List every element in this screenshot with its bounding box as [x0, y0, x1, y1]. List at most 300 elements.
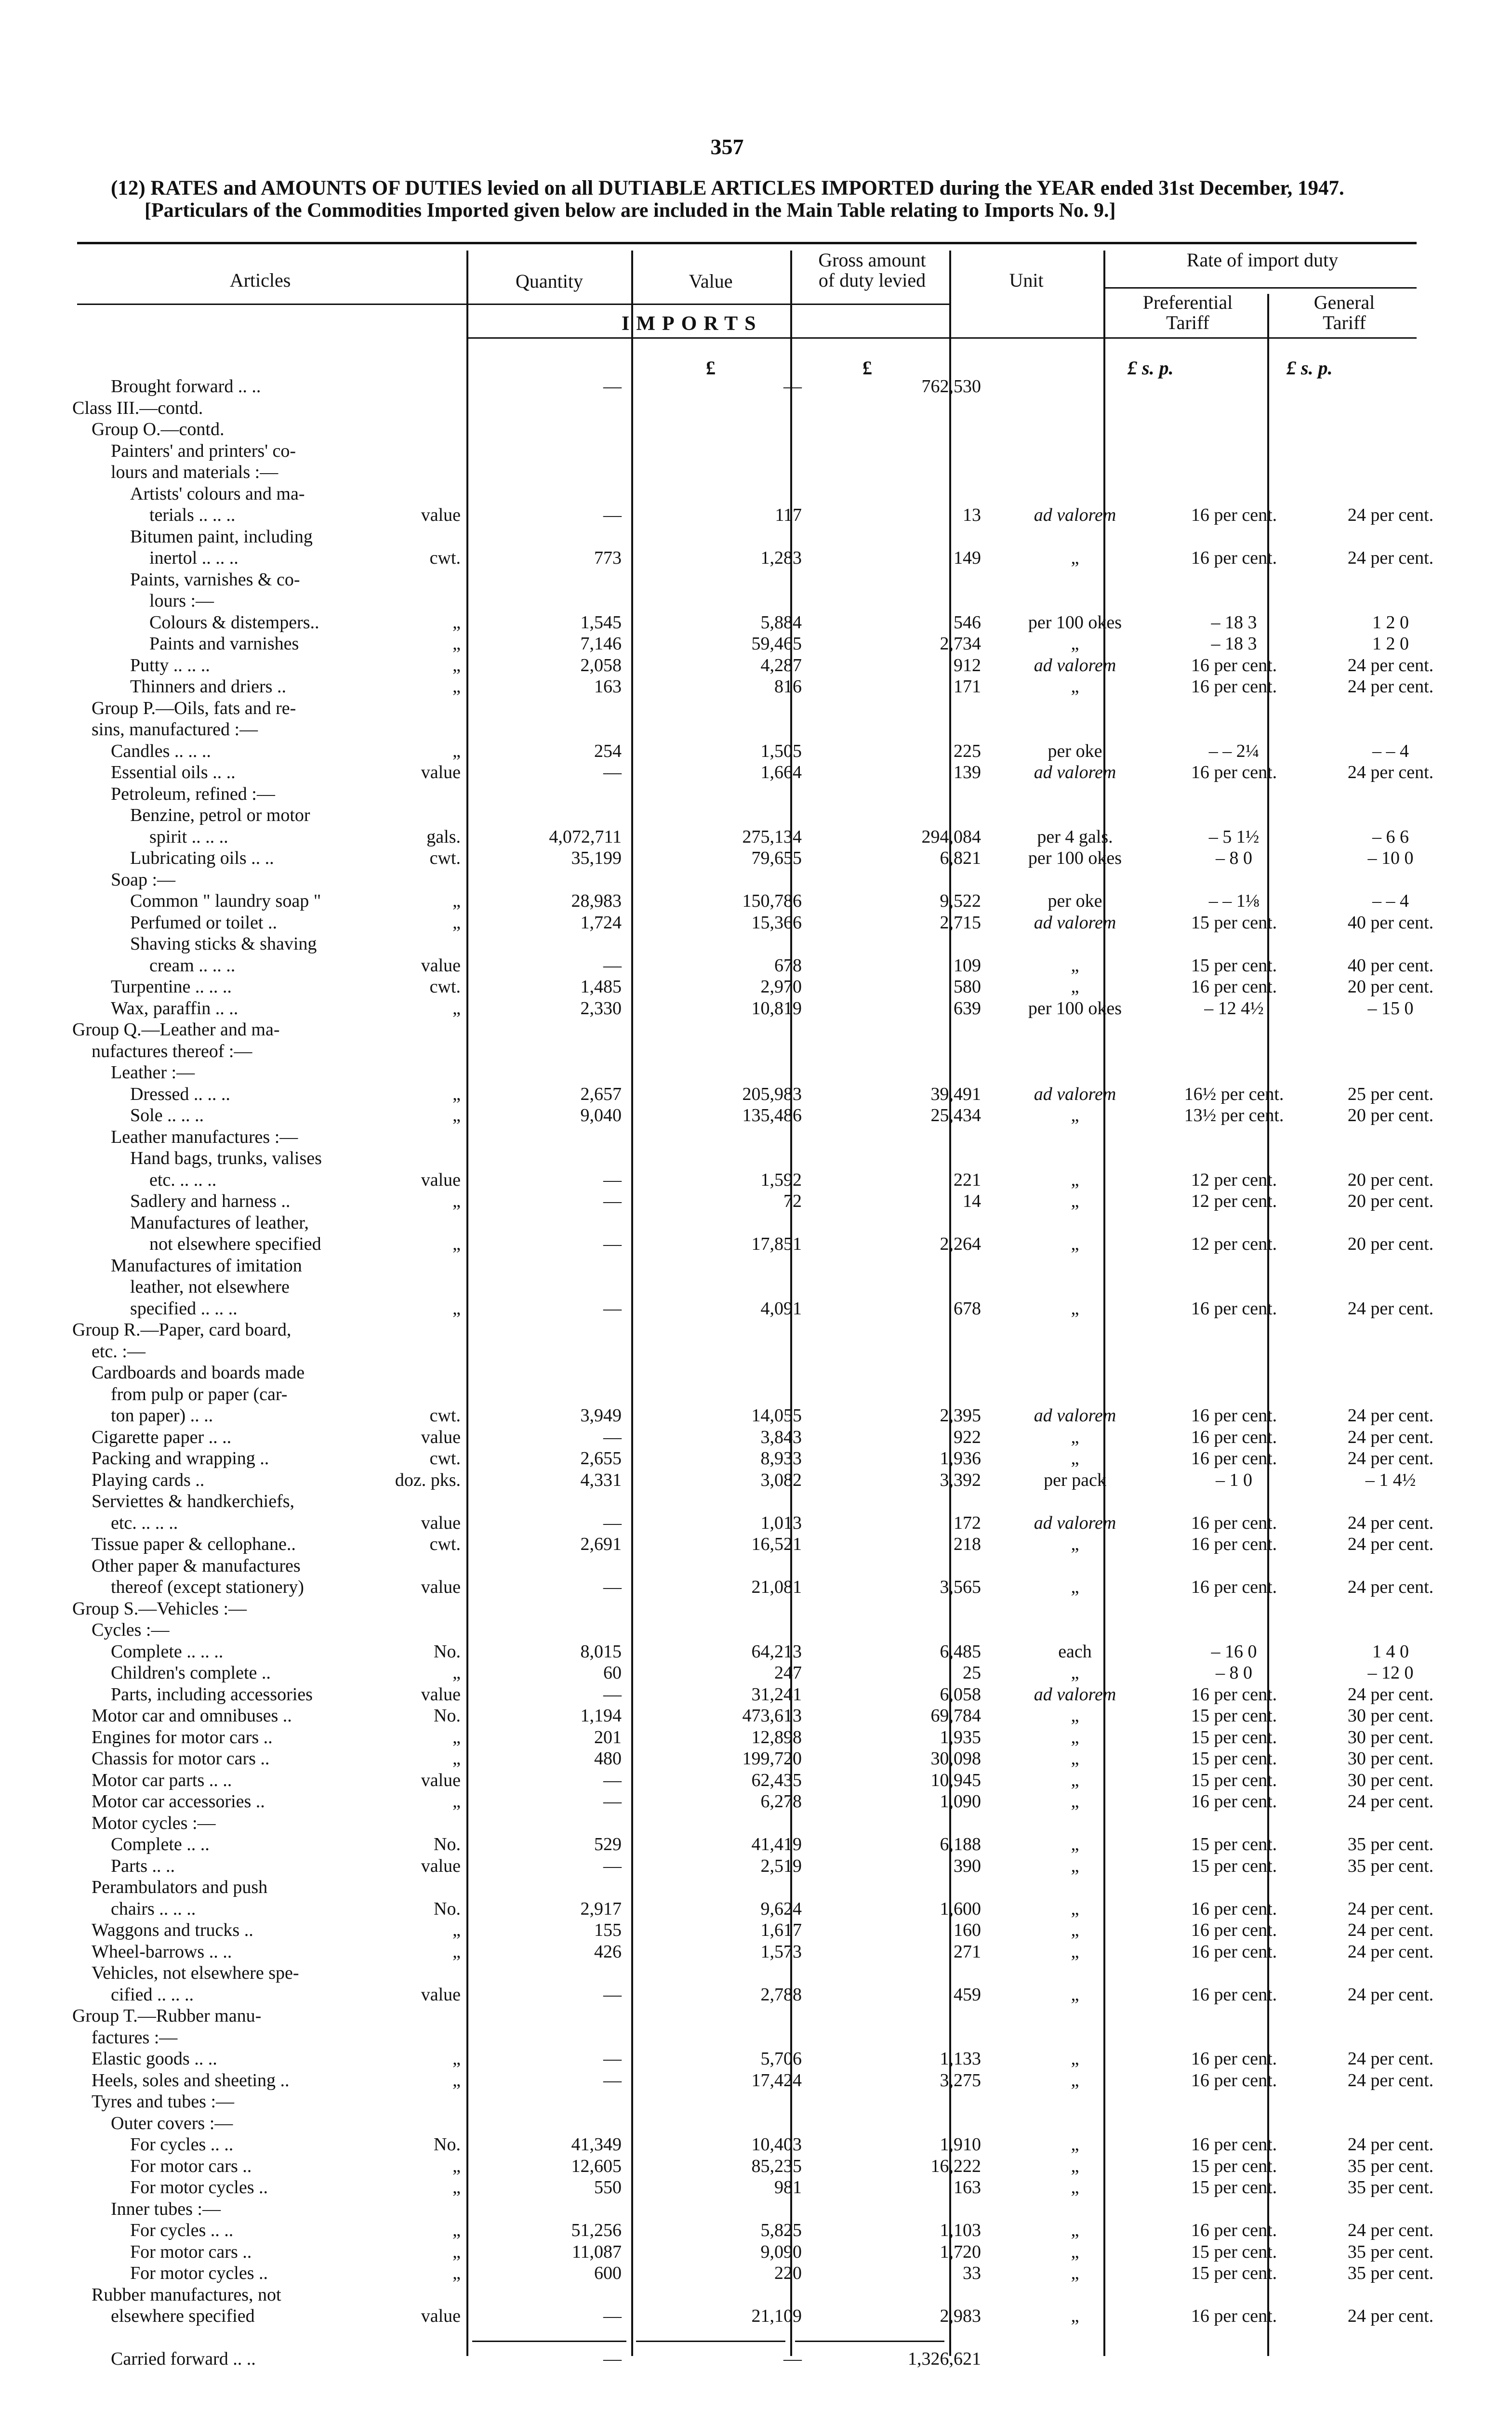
article-label: Perambulators and push [92, 1877, 268, 1897]
duty-levied-cell [822, 1448, 995, 1469]
duty-levied-text: 172 [954, 1512, 981, 1533]
preferential-tariff-text: – 18 3 [1211, 634, 1257, 654]
duty-levied-text: 3,565 [940, 1577, 981, 1597]
value-cell [643, 869, 822, 891]
quantity-text: 35,199 [571, 848, 622, 868]
article-cell [72, 2198, 467, 2220]
table-row [72, 762, 1468, 783]
article-cell [72, 1255, 467, 1277]
quantity-cell [467, 1427, 643, 1448]
article-cell [72, 419, 467, 440]
article-label: etc. :— [92, 1341, 146, 1362]
preferential-tariff-cell [1154, 1084, 1313, 1105]
unit-cell [995, 1834, 1154, 1855]
table-row [72, 847, 1468, 869]
unit-text: „ [1071, 2134, 1079, 2155]
unit-text: each [1058, 1641, 1092, 1662]
quantity-unit: „ [452, 1920, 461, 1940]
quantity-cell [467, 1255, 643, 1277]
duty-levied-cell [822, 1341, 995, 1363]
unit-text: „ [1071, 1834, 1079, 1854]
value-cell [643, 2327, 822, 2349]
unit-text: per 100 okes [1028, 612, 1122, 633]
general-tariff-cell [1313, 1276, 1468, 1298]
preferential-tariff-cell [1154, 2070, 1313, 2091]
value-text: 473,613 [742, 1706, 802, 1726]
quantity-cell [467, 1919, 643, 1941]
table-row [72, 1362, 1468, 1384]
preferential-tariff-cell [1154, 676, 1313, 698]
value-cell [643, 1984, 822, 2006]
article-label: Lubricating oils .. .. [130, 848, 274, 868]
unit-cell [995, 805, 1154, 826]
duty-levied-text: 1,936 [940, 1448, 981, 1469]
duty-levied-text: 149 [954, 548, 981, 568]
table-row [72, 504, 1468, 526]
duty-levied-cell [822, 2220, 995, 2241]
duty-levied-cell [822, 612, 995, 634]
unit-cell [995, 1941, 1154, 1963]
preferential-tariff-cell [1154, 1855, 1313, 1877]
duty-levied-cell [822, 826, 995, 848]
duty-levied-text: 221 [954, 1169, 981, 1190]
preferential-tariff-text: 16 per cent. [1191, 2134, 1277, 2155]
unit-cell [995, 2241, 1154, 2263]
unit-text: „ [1071, 2156, 1079, 2176]
general-tariff-cell [1313, 2113, 1468, 2134]
table-row [72, 998, 1468, 1019]
preferential-tariff-text: 15 per cent. [1191, 955, 1277, 976]
table-row [72, 719, 1468, 741]
preferential-tariff-text: 15 per cent. [1191, 1770, 1277, 1790]
value-cell [643, 1641, 822, 1663]
preferential-tariff-text: 15 per cent. [1191, 2241, 1277, 2262]
general-tariff-cell [1313, 2198, 1468, 2220]
general-tariff-cell [1313, 526, 1468, 548]
article-cell [72, 1384, 467, 1405]
value-text: 678 [774, 955, 802, 976]
quantity-unit: cwt. [429, 977, 461, 997]
table-row [72, 2070, 1468, 2091]
duty-levied-cell [822, 1684, 995, 1706]
value-cell [643, 1813, 822, 1834]
duty-levied-cell [822, 1705, 995, 1727]
preferential-tariff-cell [1154, 2027, 1313, 2049]
value-cell [643, 397, 822, 419]
article-cell [72, 1705, 467, 1727]
general-tariff-cell [1313, 2027, 1468, 2049]
preferential-tariff-text: 16 per cent. [1191, 676, 1277, 697]
value-text: 5,706 [760, 2049, 802, 2069]
preferential-tariff-text: 15 per cent. [1191, 1855, 1277, 1876]
article-label: Shaving sticks & shaving [130, 934, 317, 954]
general-tariff-text: – 6 6 [1372, 826, 1409, 847]
value-cell [643, 719, 822, 741]
duty-levied-text: 1,103 [940, 2220, 981, 2240]
value-cell [643, 483, 822, 505]
unit-cell [995, 504, 1154, 526]
value-cell [643, 504, 822, 526]
duty-levied-cell [822, 1919, 995, 1941]
general-tariff-cell [1313, 783, 1468, 805]
unit-cell [995, 1298, 1154, 1320]
quantity-unit: „ [452, 1234, 461, 1254]
duty-levied-text: 25 [963, 1663, 981, 1683]
duty-levied-cell [822, 741, 995, 762]
quantity-text: — [603, 376, 622, 397]
duty-levied-cell [822, 1384, 995, 1405]
article-cell [72, 612, 467, 634]
article-label: Artists' colours and ma- [130, 483, 305, 504]
table-row [72, 1212, 1468, 1234]
article-label: lours :— [149, 591, 214, 611]
table-row [72, 419, 1468, 440]
unit-cell [995, 419, 1154, 440]
quantity-unit: „ [452, 1941, 461, 1962]
preferential-tariff-cell [1154, 1319, 1313, 1341]
quantity-unit: value [421, 1770, 461, 1790]
quantity-cell [467, 1770, 643, 1791]
quantity-text: — [603, 1770, 622, 1790]
preferential-tariff-cell [1154, 2091, 1313, 2113]
preferential-tariff-cell [1154, 698, 1313, 719]
quantity-cell [467, 2091, 643, 2113]
general-tariff-cell [1313, 1084, 1468, 1105]
unit-text: „ [1071, 1898, 1079, 1919]
quantity-text: 155 [594, 1920, 622, 1940]
preferential-tariff-cell [1154, 2113, 1313, 2134]
duty-levied-text: 1,326,621 [908, 2349, 981, 2369]
quantity-cell [467, 933, 643, 955]
general-tariff-text: – 15 0 [1367, 998, 1414, 1019]
preferential-tariff-cell [1154, 2220, 1313, 2241]
value-cell [643, 2348, 822, 2370]
quantity-text: 201 [594, 1727, 622, 1747]
value-text: 21,109 [751, 2306, 802, 2326]
article-label: from pulp or paper (car- [111, 1384, 288, 1404]
duty-levied-cell [822, 2134, 995, 2156]
preferential-tariff-text: 16 per cent. [1191, 762, 1277, 782]
currency-pref: £ s. p. [1127, 357, 1174, 379]
quantity-text: — [603, 2306, 622, 2326]
unit-cell [995, 1962, 1154, 1984]
duty-levied-text: 6,188 [940, 1834, 981, 1854]
general-tariff-cell [1313, 741, 1468, 762]
preferential-tariff-cell [1154, 1233, 1313, 1255]
header-quantity: Quantity [516, 270, 583, 292]
header-pref-1: Preferential [1142, 291, 1233, 313]
quantity-unit: value [421, 955, 461, 976]
preferential-tariff-cell [1154, 1341, 1313, 1363]
article-cell [72, 1019, 467, 1041]
quantity-text: 480 [594, 1748, 622, 1769]
unit-text: ad valorem [1034, 1512, 1116, 1533]
table-row [72, 2220, 1468, 2241]
quantity-cell [467, 1748, 643, 1770]
preferential-tariff-cell [1154, 2305, 1313, 2327]
unit-cell [995, 1491, 1154, 1512]
article-cell [72, 655, 467, 676]
duty-levied-text: 546 [954, 612, 981, 633]
table-row [72, 590, 1468, 612]
preferential-tariff-cell [1154, 1384, 1313, 1405]
duty-levied-cell [822, 1791, 995, 1813]
quantity-cell [467, 1233, 643, 1255]
table-row [72, 2005, 1468, 2027]
preferential-tariff-cell [1154, 1641, 1313, 1663]
general-tariff-cell [1313, 1362, 1468, 1384]
general-tariff-cell [1313, 2070, 1468, 2091]
unit-cell [995, 1427, 1154, 1448]
article-label: Wax, paraffin .. .. [111, 998, 239, 1019]
preferential-tariff-text: 16 per cent. [1191, 1898, 1277, 1919]
article-cell [72, 1534, 467, 1555]
article-label: Complete .. .. [111, 1834, 210, 1854]
unit-cell [995, 1148, 1154, 1169]
quantity-cell [467, 1941, 643, 1963]
quantity-text: 550 [594, 2177, 622, 2197]
preferential-tariff-text: 16 per cent. [1191, 505, 1277, 525]
table-row [72, 1962, 1468, 1984]
quantity-text: 1,485 [580, 977, 622, 997]
value-cell [643, 1576, 822, 1598]
general-tariff-cell [1313, 1319, 1468, 1341]
general-tariff-cell [1313, 676, 1468, 698]
table-row [72, 1276, 1468, 1298]
article-cell [72, 376, 467, 397]
duty-levied-cell [822, 655, 995, 676]
duty-levied-cell [822, 1555, 995, 1577]
duty-levied-cell [822, 1662, 995, 1684]
unit-cell [995, 1684, 1154, 1706]
quantity-unit: „ [452, 2049, 461, 2069]
table-row [72, 2327, 1468, 2349]
article-label: Tissue paper & cellophane.. [92, 1534, 296, 1554]
article-label: Painters' and printers' co- [111, 440, 296, 461]
duty-levied-cell [822, 1191, 995, 1212]
preferential-tariff-cell [1154, 1062, 1313, 1084]
quantity-text: — [603, 1791, 622, 1812]
unit-cell [995, 2220, 1154, 2241]
unit-cell [995, 1041, 1154, 1062]
general-tariff-text: 24 per cent. [1347, 1791, 1434, 1812]
value-cell [643, 1684, 822, 1706]
quantity-text: 254 [594, 741, 622, 761]
quantity-cell [467, 2156, 643, 2177]
preferential-tariff-cell [1154, 1019, 1313, 1041]
general-tariff-cell [1313, 2305, 1468, 2327]
value-cell [643, 2220, 822, 2241]
article-cell [72, 955, 467, 977]
table-row [72, 1105, 1468, 1126]
quantity-unit: „ [452, 1105, 461, 1125]
article-cell [72, 676, 467, 698]
general-tariff-text: 24 per cent. [1347, 1898, 1434, 1919]
table-row [72, 805, 1468, 826]
preferential-tariff-cell [1154, 633, 1313, 655]
general-tariff-text: 30 per cent. [1347, 1748, 1434, 1769]
unit-cell [995, 1255, 1154, 1277]
value-cell [643, 676, 822, 698]
value-text: 9,624 [760, 1898, 802, 1919]
general-tariff-cell [1313, 912, 1468, 934]
quantity-cell [467, 1619, 643, 1641]
value-cell [643, 1598, 822, 1620]
unit-cell [995, 483, 1154, 505]
article-label: Petroleum, refined :— [111, 783, 275, 804]
table-row [72, 569, 1468, 591]
duty-levied-cell [822, 2113, 995, 2134]
preferential-tariff-cell [1154, 1191, 1313, 1212]
value-cell [643, 569, 822, 591]
value-text: 62,435 [751, 1770, 802, 1790]
preferential-tariff-cell [1154, 504, 1313, 526]
general-tariff-cell [1313, 2220, 1468, 2241]
unit-cell [995, 1919, 1154, 1941]
article-cell [72, 2113, 467, 2134]
value-cell [643, 1898, 822, 1920]
quantity-cell [467, 1191, 643, 1212]
quantity-cell [467, 1062, 643, 1084]
quantity-text: 2,917 [580, 1898, 622, 1919]
article-label: Tyres and tubes :— [92, 2091, 235, 2112]
quantity-text: — [603, 1191, 622, 1211]
unit-cell [995, 1619, 1154, 1641]
unit-cell [995, 2027, 1154, 2049]
article-label: inertol .. .. .. [149, 548, 239, 568]
duty-levied-cell [822, 504, 995, 526]
general-tariff-text: 35 per cent. [1347, 2241, 1434, 2262]
quantity-cell [467, 1341, 643, 1363]
general-tariff-text: 24 per cent. [1347, 505, 1434, 525]
value-text: 205,983 [742, 1084, 802, 1104]
unit-cell [995, 1276, 1154, 1298]
preferential-tariff-cell [1154, 2263, 1313, 2284]
unit-cell [995, 1469, 1154, 1491]
article-label: Cigarette paper .. .. [92, 1427, 232, 1447]
preferential-tariff-text: 16 per cent. [1191, 1577, 1277, 1597]
table-row [72, 1705, 1468, 1727]
quantity-unit: cwt. [429, 548, 461, 568]
article-cell [72, 1298, 467, 1320]
value-cell [643, 2305, 822, 2327]
article-label: For motor cars .. [130, 2241, 252, 2262]
preferential-tariff-cell [1154, 1834, 1313, 1855]
unit-text: „ [1071, 2049, 1079, 2069]
general-tariff-cell [1313, 933, 1468, 955]
article-label: factures :— [92, 2027, 178, 2048]
header-rate: Rate of import duty [1186, 249, 1339, 271]
general-tariff-cell [1313, 976, 1468, 998]
value-cell [643, 526, 822, 548]
quantity-text: — [603, 1169, 622, 1190]
general-tariff-text: 24 per cent. [1347, 2049, 1434, 2069]
article-cell [72, 547, 467, 569]
quantity-unit: value [421, 505, 461, 525]
duty-levied-cell [822, 1512, 995, 1534]
value-cell [643, 698, 822, 719]
general-tariff-cell [1313, 1126, 1468, 1148]
preferential-tariff-text: 16 per cent. [1191, 2220, 1277, 2240]
carried-rule-qty [472, 2341, 626, 2342]
general-tariff-text: 25 per cent. [1347, 1084, 1434, 1104]
duty-levied-cell [822, 1212, 995, 1234]
duty-levied-cell [822, 376, 995, 397]
general-tariff-text: 20 per cent. [1347, 1169, 1434, 1190]
value-cell [643, 2048, 822, 2070]
unit-cell [995, 1641, 1154, 1663]
preferential-tariff-text: 16 per cent. [1191, 1405, 1277, 1426]
quantity-text: — [603, 762, 622, 782]
value-cell [643, 547, 822, 569]
unit-cell [995, 869, 1154, 891]
table-row [72, 1148, 1468, 1169]
unit-cell [995, 2348, 1154, 2370]
quantity-cell [467, 826, 643, 848]
table-row [72, 462, 1468, 483]
preferential-tariff-text: 16 per cent. [1191, 1984, 1277, 2005]
duty-levied-text: 1,133 [940, 2049, 981, 2069]
value-text: 14,055 [751, 1405, 802, 1426]
duty-levied-text: 1,090 [940, 1791, 981, 1812]
general-tariff-cell [1313, 1019, 1468, 1041]
duty-levied-cell [822, 1362, 995, 1384]
preferential-tariff-cell [1154, 1276, 1313, 1298]
preferential-tariff-cell [1154, 1662, 1313, 1684]
duty-levied-cell [822, 1877, 995, 1898]
quantity-unit: value [421, 1577, 461, 1597]
quantity-cell [467, 805, 643, 826]
quantity-unit: „ [452, 1791, 461, 1812]
general-tariff-cell [1313, 869, 1468, 891]
article-cell [72, 783, 467, 805]
preferential-tariff-text: – 8 0 [1216, 1663, 1252, 1683]
value-text: 31,241 [751, 1684, 802, 1705]
article-cell [72, 1576, 467, 1598]
quantity-cell [467, 1555, 643, 1577]
table-row [72, 440, 1468, 462]
table-row [72, 1448, 1468, 1469]
duty-levied-cell [822, 590, 995, 612]
duty-levied-text: 390 [954, 1855, 981, 1876]
general-tariff-text: 35 per cent. [1347, 2177, 1434, 2197]
general-tariff-cell [1313, 719, 1468, 741]
article-cell [72, 1962, 467, 1984]
table-row [72, 698, 1468, 719]
article-cell [72, 2284, 467, 2306]
general-tariff-cell [1313, 1770, 1468, 1791]
quantity-unit: value [421, 1855, 461, 1876]
article-cell [72, 1684, 467, 1706]
article-label: chairs .. .. .. [111, 1898, 196, 1919]
quantity-cell [467, 2241, 643, 2263]
general-tariff-cell [1313, 1448, 1468, 1469]
article-label: Packing and wrapping .. [92, 1448, 269, 1469]
article-cell [72, 1212, 467, 1234]
article-cell [72, 483, 467, 505]
general-tariff-text: 24 per cent. [1347, 1512, 1434, 1533]
general-tariff-cell [1313, 890, 1468, 912]
general-tariff-cell [1313, 2348, 1468, 2370]
article-cell [72, 1877, 467, 1898]
unit-text: „ [1071, 1791, 1079, 1812]
table-row [72, 2263, 1468, 2284]
quantity-text: 51,256 [571, 2220, 622, 2240]
article-label: Other paper & manufactures [92, 1555, 301, 1576]
general-tariff-cell [1313, 1341, 1468, 1363]
duty-levied-text: 1,935 [940, 1727, 981, 1747]
value-text: 8,933 [760, 1448, 802, 1469]
